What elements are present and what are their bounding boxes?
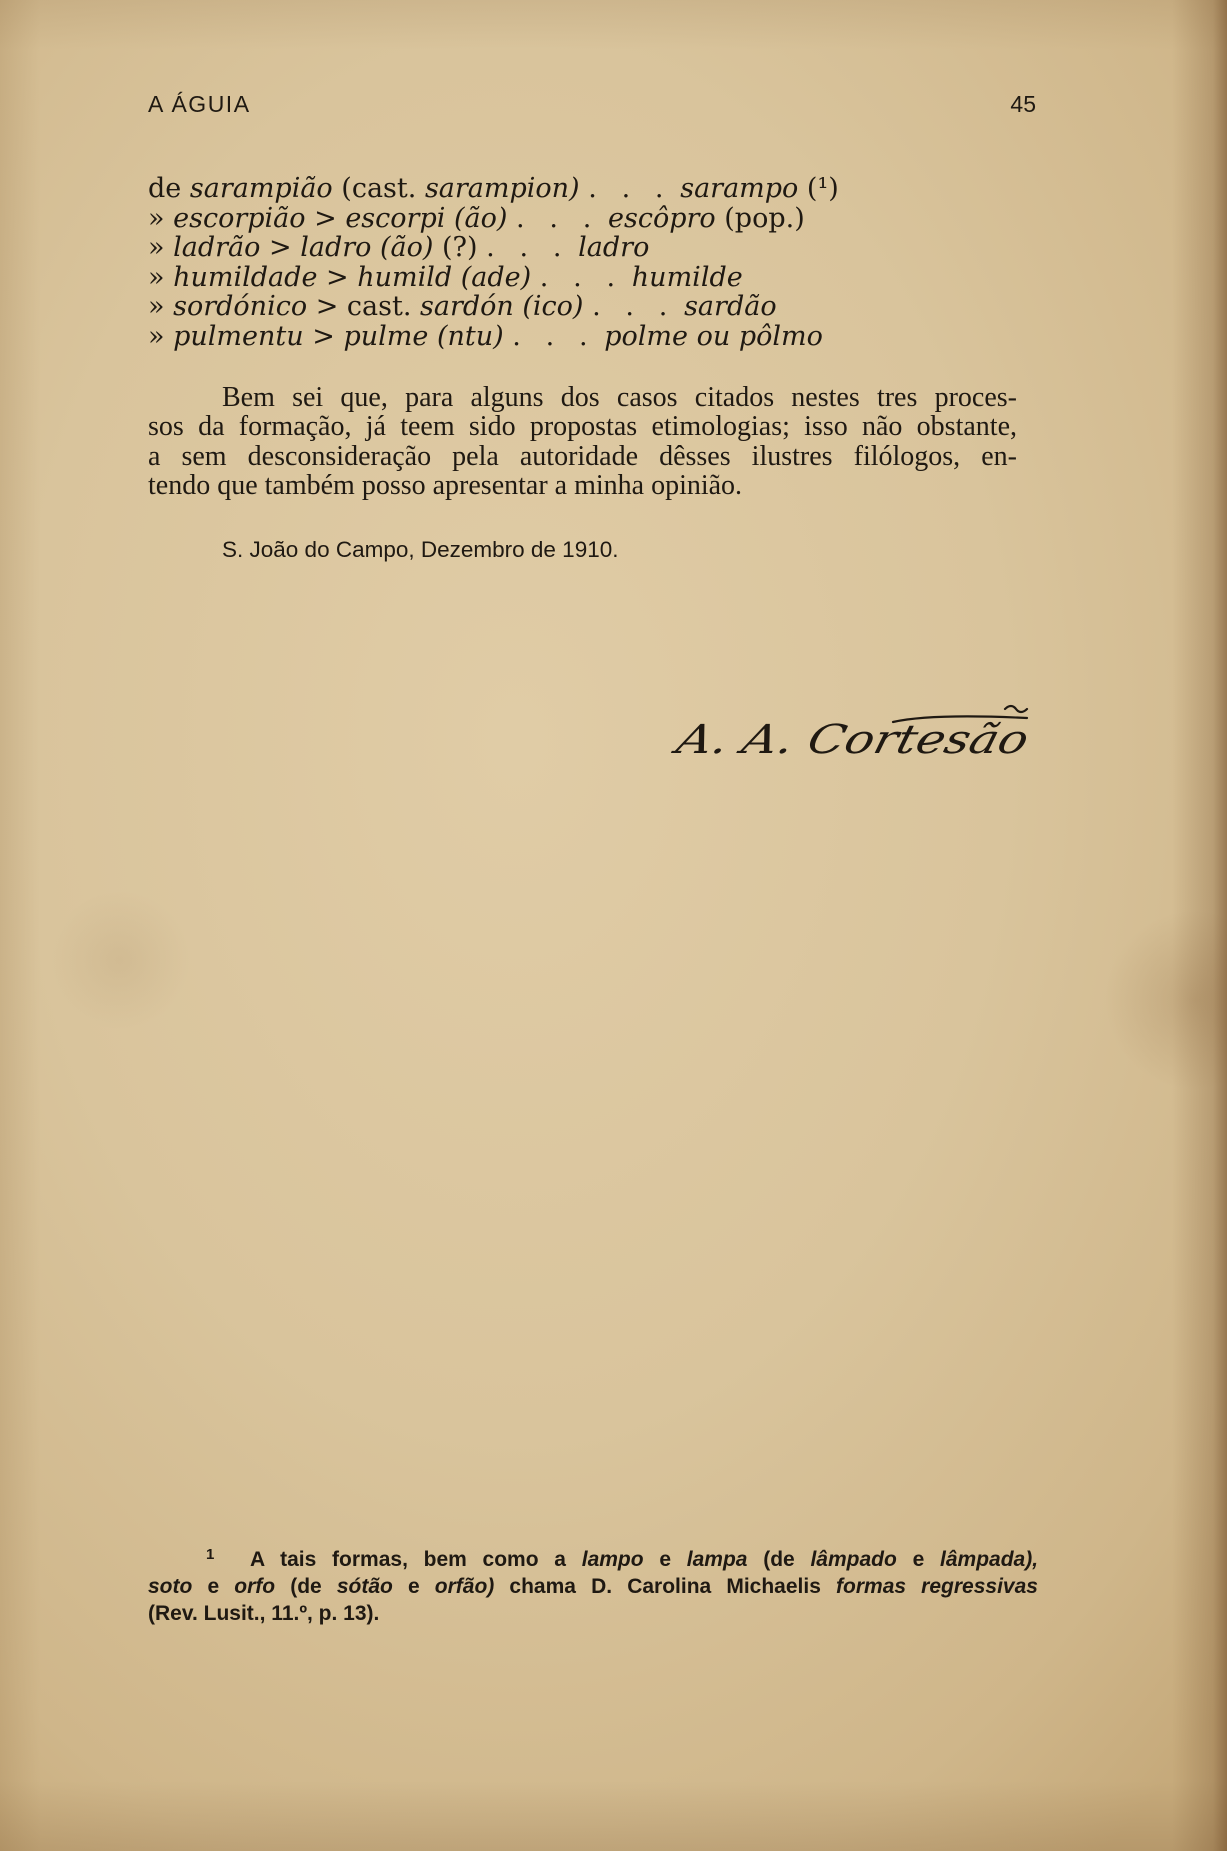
paragraph-line: tendo que também posso apresentar a minha opinião. <box>148 470 743 502</box>
footnote-marker: 1 <box>206 1546 215 1563</box>
etymology-dots: . . . <box>486 232 570 263</box>
footnote-text: e <box>659 1548 672 1571</box>
paragraph-line: sos da formação, já teem sido propostas etimologias; isso não obstante, <box>148 411 1017 443</box>
footnote-text: (de <box>763 1548 795 1571</box>
etymology-line <box>148 322 839 352</box>
footnote-term: sótão <box>336 1575 393 1599</box>
etymology-source-word: escorpião <box>173 202 306 234</box>
etymology-line <box>148 263 839 293</box>
footnote-text: chama D. Carolina Michaelis <box>509 1575 821 1599</box>
footnote-reference: (¹) <box>806 173 839 204</box>
etymology-line <box>148 233 839 263</box>
etymology-source-word: ladrão <box>173 232 261 263</box>
etymology-dots: . . . <box>515 202 600 234</box>
paragraph-line: Bem sei que, para alguns dos casos citados nestes tres proces- <box>222 382 1017 413</box>
etymology-result: escôpro <box>607 202 716 234</box>
footnote-text: e <box>407 1575 420 1599</box>
derivation-arrow: > <box>314 202 337 234</box>
footnote-text: e <box>207 1575 220 1599</box>
footnote-line <box>148 1573 1038 1600</box>
ditto-mark: » <box>148 232 165 263</box>
etymology-result: polme ou pôlmo <box>604 320 823 352</box>
etymology-source-word: humildade <box>173 261 318 293</box>
etymology-stem: pulme (ntu) <box>343 320 504 352</box>
footnote-term: formas regressivas <box>836 1575 1038 1599</box>
signature-text: A. A. Cortesão <box>672 715 975 763</box>
footnote-term: lâmpado <box>810 1548 897 1571</box>
etymology-list <box>148 174 839 351</box>
etymology-lead: de <box>148 173 182 204</box>
running-head <box>148 91 1036 117</box>
etymology-dots: . . . <box>512 320 596 352</box>
page-number: 45 <box>1010 91 1036 117</box>
etymology-stem: sardón (ico) <box>420 291 584 322</box>
footnote-term: lampo <box>581 1548 644 1571</box>
etymology-note: (pop.) <box>724 202 805 234</box>
signature <box>655 695 1050 775</box>
etymology-result: sardão <box>684 291 777 322</box>
body-paragraph <box>148 383 1017 501</box>
derivation-arrow: > <box>312 320 335 352</box>
derivation-arrow: > <box>269 232 292 263</box>
journal-title: A ÁGUIA <box>148 91 251 117</box>
footnote-term: soto <box>148 1575 193 1599</box>
etymology-dots: . . . <box>539 261 624 293</box>
footnote-term: lampa <box>686 1548 748 1571</box>
footnote <box>148 1546 1038 1628</box>
etymology-result: sarampo <box>680 173 799 204</box>
footnote-term: orfo <box>234 1575 276 1599</box>
etymology-dots: . . . <box>592 291 676 322</box>
etymology-note: cast. <box>346 291 412 322</box>
etymology-stem: sarampion) <box>424 173 580 204</box>
signature-tilde <box>1005 706 1027 712</box>
footnote-term: orfão) <box>434 1575 495 1599</box>
etymology-stem: ladro (ão) <box>300 232 434 263</box>
footnote-text: e <box>912 1548 925 1571</box>
etymology-dots: . . . <box>588 173 672 204</box>
etymology-source-word: sarampião <box>189 173 333 204</box>
dateline: S. João do Campo, Dezembro de 1910. <box>222 537 619 562</box>
etymology-note: (?) <box>442 232 478 263</box>
etymology-stem: humild (ade) <box>357 261 532 293</box>
etymology-source-word: sordónico <box>173 291 308 322</box>
etymology-line <box>148 292 839 322</box>
footnote-text: (de <box>290 1575 322 1599</box>
footnote-line: (Rev. Lusit., 11.º, p. 13). <box>148 1602 380 1626</box>
derivation-arrow: > <box>326 261 349 293</box>
etymology-note: (cast. <box>341 173 417 204</box>
footnote-text: A tais formas, bem como a <box>250 1548 566 1571</box>
etymology-stem: escorpi (ão) <box>345 202 508 234</box>
etymology-source-word: pulmentu <box>173 320 304 352</box>
footnote-line <box>148 1546 1038 1573</box>
etymology-line <box>148 204 839 234</box>
etymology-line <box>148 174 839 204</box>
ditto-mark: » <box>148 261 165 293</box>
etymology-result: humilde <box>631 261 743 293</box>
derivation-arrow: > <box>315 291 339 322</box>
ditto-mark: » <box>148 291 165 322</box>
etymology-result: ladro <box>578 232 650 263</box>
ditto-mark: » <box>148 202 165 234</box>
footnote-term: lâmpada), <box>940 1548 1039 1571</box>
paragraph-line: a sem desconsideração pela autoridade dêsses ilustres filólogos, en- <box>148 440 1017 472</box>
ditto-mark: » <box>148 320 165 352</box>
